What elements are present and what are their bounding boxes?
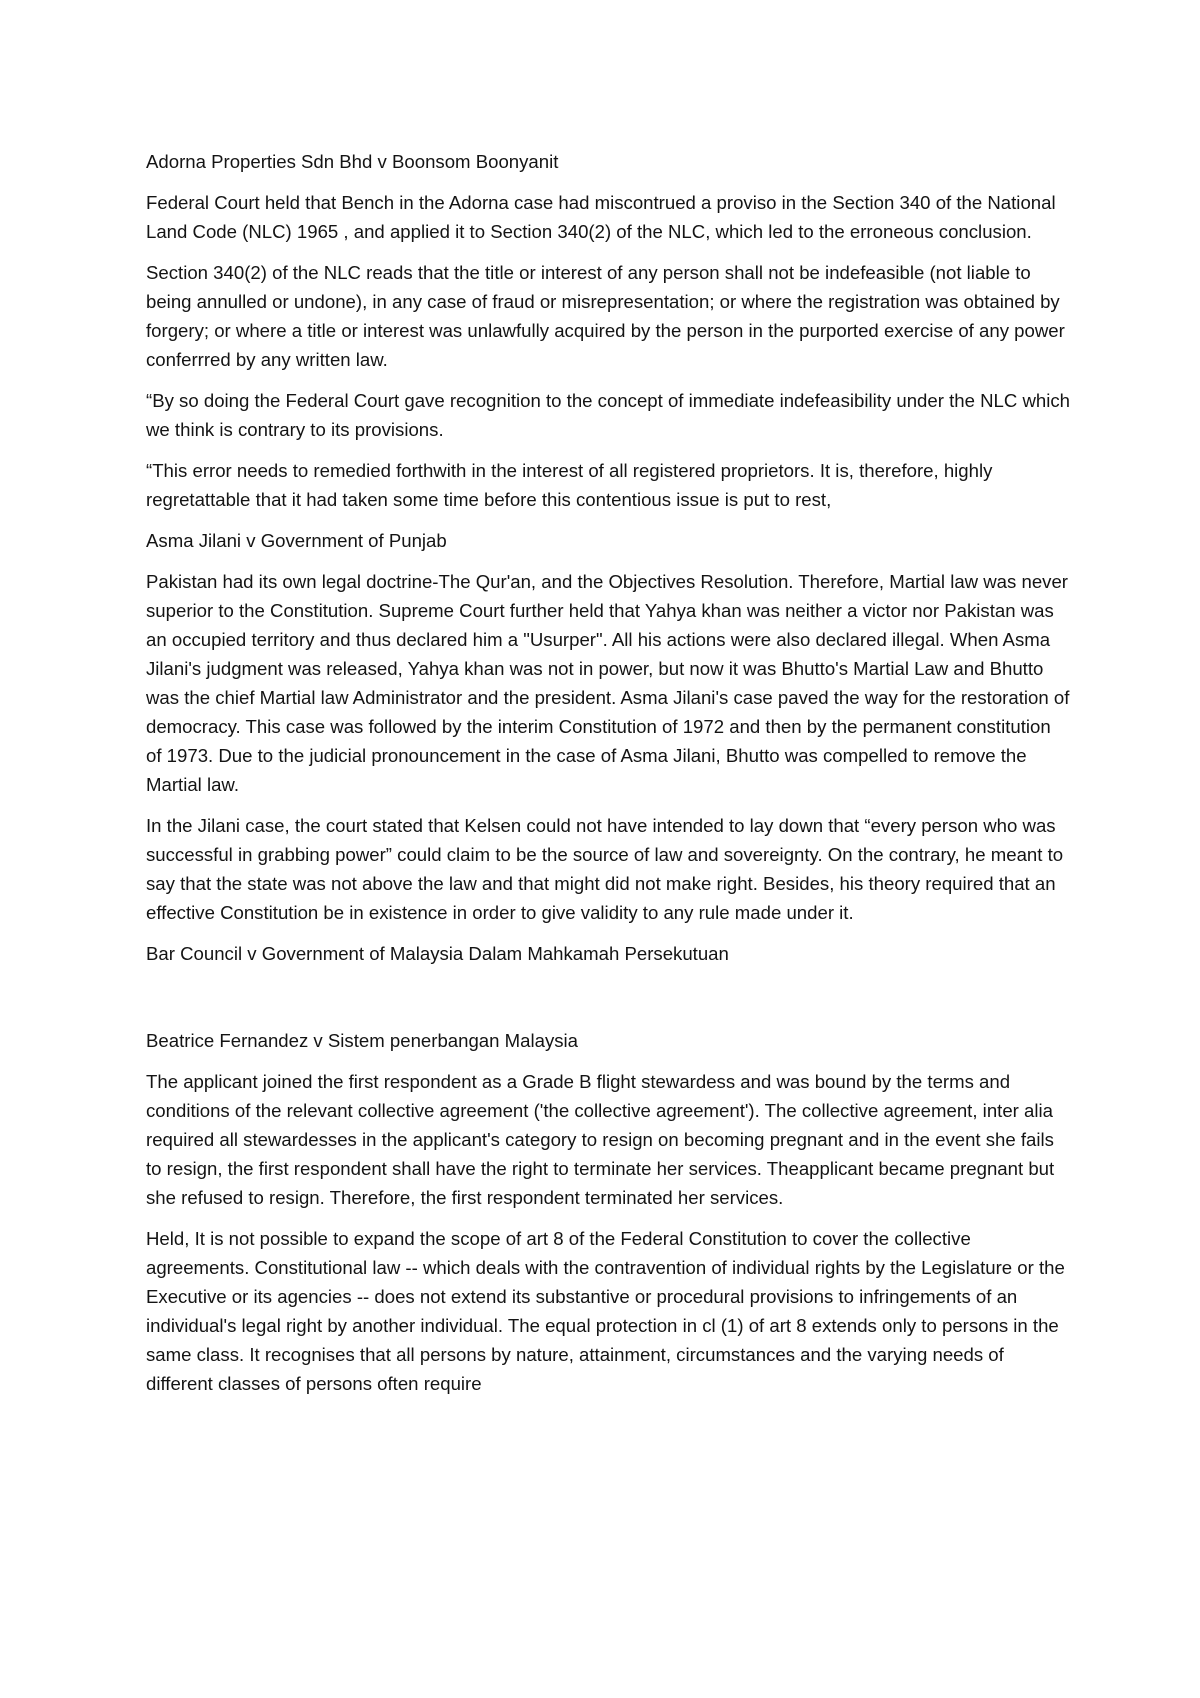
- paragraph: In the Jilani case, the court stated that Kelsen could not have intended to lay down that “every person who was successful in grabbing power” could claim to be the source of law and sovereignty. On the contrary, he meant to say that the state was not above the law and that might did not make right. Besides, his theory required that an effective Constitution be in existence in order to give validity to any rule made under it.: [146, 815, 1064, 923]
- paragraph: “By so doing the Federal Court gave recognition to the concept of immediate indefeasibility under the NLC which we think is contrary to its provisions.: [146, 390, 1071, 440]
- paragraph: Federal Court held that Bench in the Adorna case had miscontrued a proviso in the Section 340 of the National Land Code (NLC) 1965 , and applied it to Section 340(2) of the NLC, which led to the erroneous conclusion.: [146, 192, 1056, 242]
- paragraph: The applicant joined the first respondent as a Grade B flight stewardess and was bound by the terms and conditions of the relevant collective agreement ('the collective agreement'). The collective agreement, inter alia required all stewardesses in the applicant's category to resign on becoming pregnant and in the event she fails to resign, the first respondent shall have the right to terminate her services. Theapplicant became pregnant but she refused to resign. Therefore, the first respondent terminated her services.: [146, 1071, 1055, 1208]
- paragraph: Pakistan had its own legal doctrine-The Qur'an, and the Objectives Resolution. Therefore, Martial law was never superior to the Constitution. Supreme Court further held that Yahya khan was neither a victor nor Pakistan was an occupied territory and thus declared him a "Usurper". All his actions were also declared illegal. When Asma Jilani's judgment was released, Yahya khan was not in power, but now it was Bhutto's Martial Law and Bhutto was the chief Martial law Administrator and the president. Asma Jilani's case paved the way for the restoration of democracy. This case was followed by the interim Constitution of 1972 and then by the permanent constitution of 1973. Due to the judicial pronouncement in the case of Asma Jilani, Bhutto was compelled to remove the Martial law.: [146, 571, 1070, 795]
- paragraph: Section 340(2) of the NLC reads that the title or interest of any person shall not be indefeasible (not liable to being annulled or undone), in any case of fraud or misrepresentation; or where the registration was obtained by forgery; or where a title or interest was unlawfully acquired by the person in the purported exercise of any power conferrred by any written law.: [146, 262, 1065, 370]
- case-heading-adorna: Adorna Properties Sdn Bhd v Boonsom Boonyanit: [146, 151, 559, 172]
- paragraph: “This error needs to remedied forthwith in the interest of all registered proprietors. It is, therefore, highly regretattable that it had taken some time before this contentious issue is put to rest,: [146, 460, 993, 510]
- case-heading-beatrice-fernandez: Beatrice Fernandez v Sistem penerbangan Malaysia: [146, 1030, 579, 1051]
- case-heading-bar-council: Bar Council v Government of Malaysia Dalam Mahkamah Persekutuan: [146, 943, 729, 964]
- case-heading-asma-jilani: Asma Jilani v Government of Punjab: [146, 530, 447, 551]
- blank-line: [146, 980, 1071, 1026]
- paragraph: Held, It is not possible to expand the scope of art 8 of the Federal Constitution to cover the collective agreements. Constitutional law -- which deals with the contravention of individual rights by the Legislature or the Executive or its agencies -- does not extend its substantive or procedural provisions to infringements of an individual's legal right by another individual. The equal protection in cl (1) of art 8 extends only to persons in the same class. It recognises that all persons by nature, attainment, circumstances and the varying needs of different classes of persons often require: [146, 1228, 1065, 1394]
- document-body: [146, 147, 1071, 1410]
